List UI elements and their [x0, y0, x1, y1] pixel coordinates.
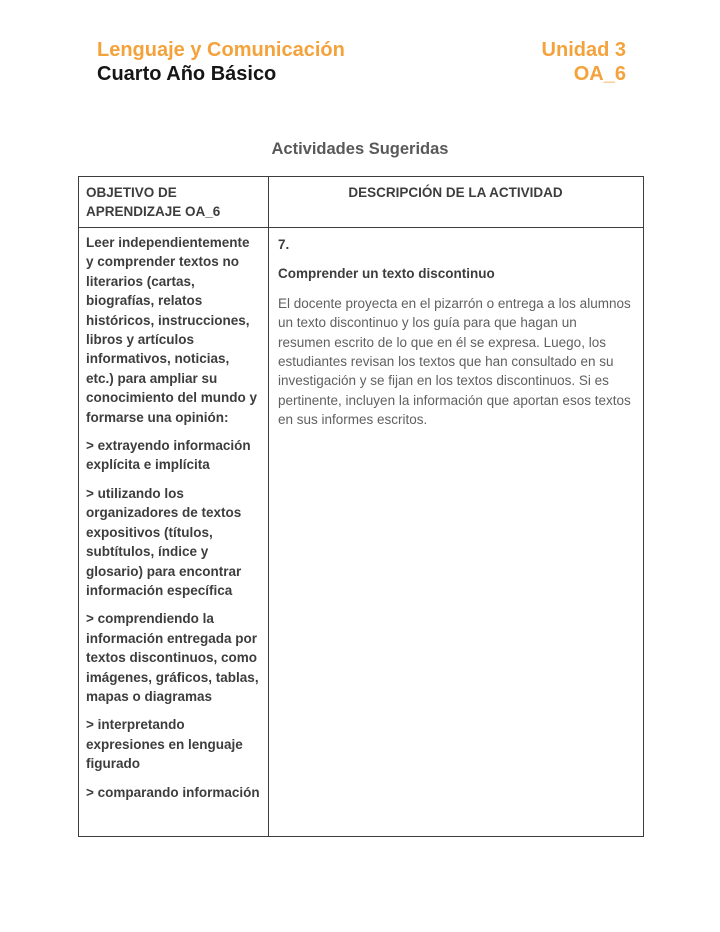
- header-right-block: [542, 38, 626, 86]
- objective-bullet-item: > interpretando expresiones en lenguaje figurado: [86, 717, 243, 772]
- objective-bullet-item: > comparando información: [86, 784, 260, 800]
- activity-number: 7.: [278, 237, 290, 252]
- objective-intro-text: Leer independientemente y comprender textos no literarios (cartas, biografías, relatos históricos, instrucciones, libros y artículos informativos, noticias, etc.) para ampliar su conocimiento del mundo y formarse una opinión:: [86, 235, 258, 425]
- objective-bullet-item: > extrayendo información explícita e implícita: [86, 438, 251, 473]
- table-body-row: [79, 228, 644, 837]
- page-title: Actividades Sugeridas: [271, 140, 449, 158]
- column-header-activity-description: DESCRIPCIÓN DE LA ACTIVIDAD: [269, 177, 644, 228]
- objective-cell: [79, 228, 269, 837]
- objective-bullet-item: > comprendiendo la información entregada por textos discontinuos, como imágenes, gráficos, tablas, mapas o diagramas: [86, 611, 259, 704]
- document-header: [97, 38, 626, 86]
- activities-table: [78, 176, 644, 837]
- activity-description-text: El docente proyecta en el pizarrón o entrega a los alumnos un texto discontinuo y los guía para que hagan un resumen escrito de lo que en él se expresa. Luego, los estudiantes revisan los textos que han consultado en su investigación y se fijan en los textos discontinuos. Si es pertinente, incluyen la información que aportan esos textos en sus informes escritos.: [278, 295, 631, 428]
- objective-bullet-item: > utilizando los organizadores de textos expositivos (títulos, subtítulos, índice y glosario) para encontrar información específica: [86, 485, 242, 598]
- header-left-block: [97, 38, 345, 86]
- grade-level: Cuarto Año Básico: [97, 63, 277, 85]
- activity-cell: [269, 228, 644, 837]
- unit-label: Unidad 3: [541, 39, 626, 61]
- oa-code-label: OA_6: [573, 63, 626, 85]
- table-header-row: [79, 177, 644, 228]
- objective-bullet-list: [86, 436, 260, 802]
- activity-title: Comprender un texto discontinuo: [278, 266, 495, 282]
- column-header-objective: OBJETIVO DE APRENDIZAJE OA_6: [79, 177, 269, 228]
- subject-title: Lenguaje y Comunicación: [97, 39, 345, 61]
